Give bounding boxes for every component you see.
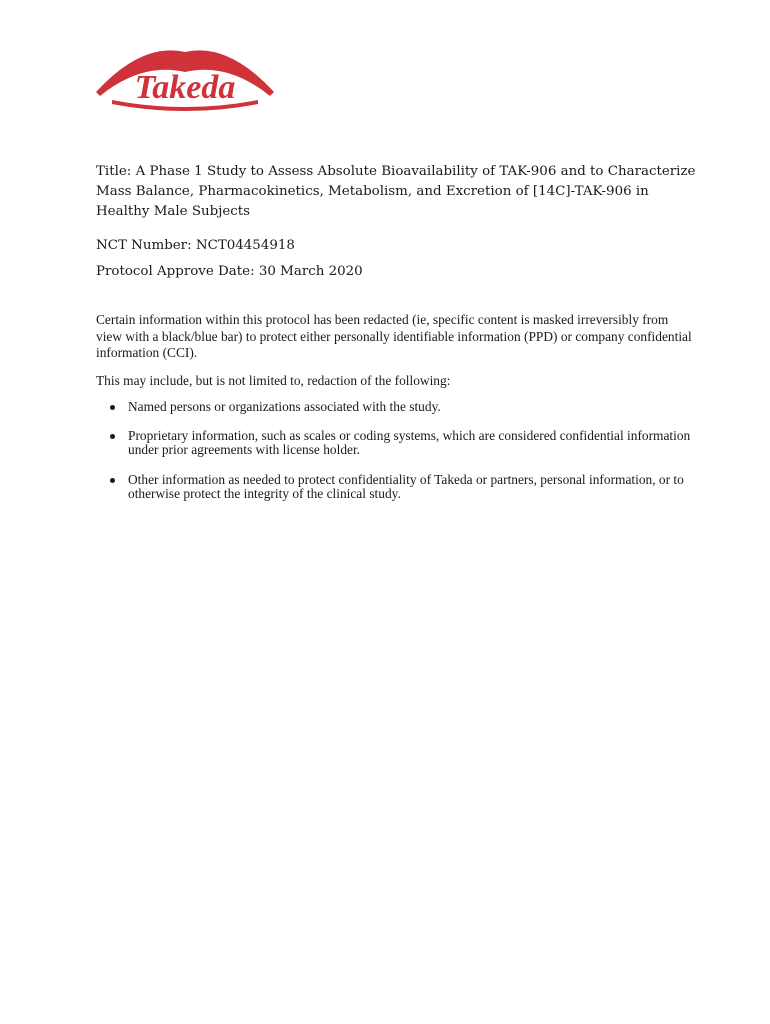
list-item	[96, 473, 696, 501]
nct-number: NCT Number: NCT04454918	[96, 238, 295, 253]
document-title: Title: A Phase 1 Study to Assess Absolute Bioavailability of TAK-906 and to Characterize Mass Balance, Pharmacokinetics, Metabolism, and Excretion of [14C]-TAK-906 in Healthy Male Subjects	[96, 164, 696, 219]
bullet-icon	[110, 478, 115, 483]
takeda-logo	[92, 48, 278, 114]
bullet-icon	[110, 405, 115, 410]
list-item-text: Proprietary information, such as scales or coding systems, which are considered confidential information under prior agreements with license holder.	[128, 428, 691, 457]
protocol-approve-date: Protocol Approve Date: 30 March 2020	[96, 264, 363, 279]
list-item	[96, 429, 696, 457]
logo-text: Takeda	[134, 69, 236, 106]
list-item-text: Named persons or organizations associated with the study.	[128, 399, 441, 414]
bullet-icon	[110, 434, 115, 439]
list-item-text: Other information as needed to protect confidentiality of Takeda or partners, personal information, or to otherwise protect the integrity of the clinical study.	[128, 472, 684, 501]
list-item	[96, 400, 696, 414]
redaction-notice-paragraph: Certain information within this protocol has been redacted (ie, specific content is masked irreversibly from view with a black/blue bar) to protect either personally identifiable information (PPD) or company confidential information (CCI).	[96, 312, 692, 360]
redaction-list	[96, 400, 696, 501]
redaction-intro-paragraph: This may include, but is not limited to, redaction of the following:	[96, 373, 451, 388]
